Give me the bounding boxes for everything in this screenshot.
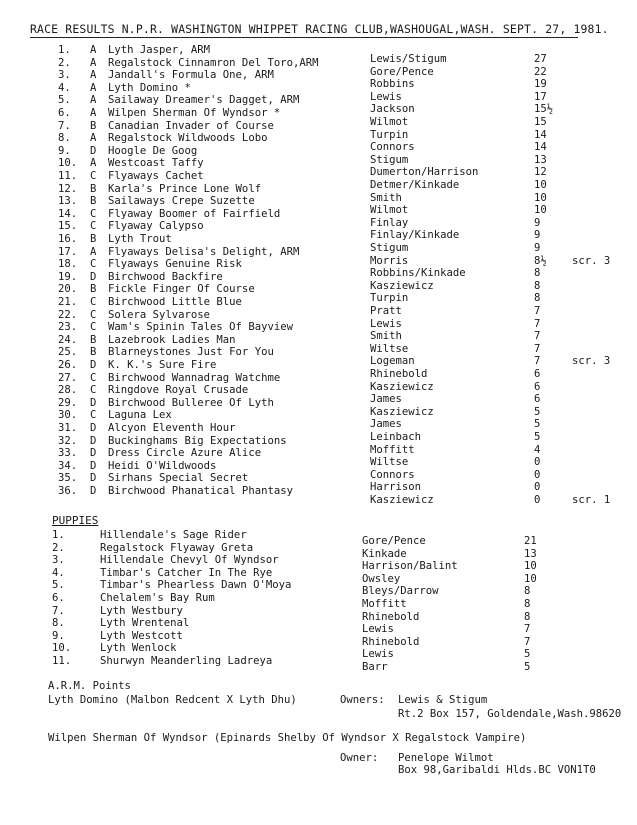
result-owner: James: [370, 418, 402, 431]
puppy-dog-name: Chelalem's Bay Rum: [100, 592, 215, 604]
result-grade: B: [90, 346, 97, 359]
puppy-place: 7.: [52, 604, 65, 617]
result-owner: Smith: [370, 191, 402, 204]
result-grade: C: [90, 384, 97, 397]
result-place: 36.: [58, 485, 78, 497]
result-place: 29.: [58, 396, 78, 409]
result-grade: C: [90, 220, 97, 233]
puppy-dog-name: Lyth Westcott: [100, 629, 183, 642]
result-points: 7: [534, 305, 541, 317]
result-points: 8½: [534, 254, 547, 267]
result-dog-name: Canadian Invader of Course: [108, 119, 274, 132]
puppies-title: PUPPIES: [52, 514, 99, 527]
result-grade: A: [90, 44, 97, 56]
puppy-points: 5: [524, 661, 531, 673]
result-dog-name: Dress Circle Azure Alice: [108, 447, 262, 460]
result-place: 15.: [58, 220, 78, 233]
result-scratch: scr. 1: [572, 494, 611, 506]
result-dog-name: Ringdove Royal Crusade: [108, 384, 249, 397]
result-grade: C: [90, 207, 97, 220]
puppy-owner: Harrison/Balint: [362, 560, 458, 573]
puppy-owner: Rhinebold: [362, 610, 420, 623]
result-dog-name: K. K.'s Sure Fire: [108, 359, 217, 371]
result-owner: Robbins: [370, 78, 415, 91]
result-owner: Dumerton/Harrison: [370, 166, 479, 179]
puppy-place: 5.: [52, 579, 65, 592]
puppy-place: 2.: [52, 541, 65, 554]
result-points: 10: [534, 191, 547, 204]
result-points: 5: [534, 418, 541, 431]
result-points: 0: [534, 468, 541, 481]
result-points: 5: [534, 431, 541, 443]
result-grade: A: [90, 56, 97, 69]
puppy-points: 10: [524, 560, 537, 573]
result-place: 28.: [58, 384, 78, 397]
result-dog-name: Lyth Trout: [108, 233, 172, 245]
result-owner: Finlay/Kinkade: [370, 229, 460, 242]
result-grade: A: [90, 157, 97, 170]
result-owner: Logeman: [370, 355, 415, 368]
result-place: 35.: [58, 472, 78, 485]
result-grade: B: [90, 283, 97, 296]
owners-address: Rt.2 Box 157, Goldendale,Wash.98620: [398, 708, 622, 720]
result-place: 22.: [58, 308, 78, 321]
result-points: 9: [534, 229, 541, 242]
result-place: 27.: [58, 371, 78, 384]
puppy-owner: Barr: [362, 661, 388, 673]
result-grade: D: [90, 144, 97, 157]
result-points: 6: [534, 380, 541, 393]
result-points: 12: [534, 166, 547, 179]
result-owner: Connors: [370, 468, 415, 481]
result-grade: D: [90, 270, 97, 283]
puppy-points: 5: [524, 648, 531, 661]
result-points: 15: [534, 116, 547, 128]
result-grade: C: [90, 170, 97, 182]
result-owner: Stigum: [370, 242, 409, 254]
arm-points-title: A.R.M. Points: [48, 680, 131, 692]
result-grade: C: [90, 321, 97, 334]
result-owner: Kasziewicz: [370, 405, 434, 418]
result-owner: Morris: [370, 254, 409, 267]
result-owner: Turpin: [370, 292, 409, 305]
puppy-place: 8.: [52, 617, 65, 630]
result-points: 4: [534, 443, 541, 456]
result-place: 33.: [58, 447, 78, 460]
result-owner: James: [370, 393, 402, 406]
result-place: 5.: [58, 94, 71, 107]
result-grade: A: [90, 69, 97, 82]
result-place: 11.: [58, 170, 78, 182]
puppy-owner: Lewis: [362, 623, 394, 636]
puppy-dog-name: Hillendale Chevyl Of Wyndsor: [100, 554, 279, 567]
result-points: 27: [534, 53, 547, 65]
result-dog-name: Flyaway Boomer of Fairfield: [108, 207, 281, 220]
puppy-place: 9.: [52, 629, 65, 642]
puppy-owner: Kinkade: [362, 547, 407, 560]
result-scratch: scr. 3: [572, 355, 611, 368]
result-owner: Pratt: [370, 305, 402, 317]
owner-name: Penelope Wilmot: [398, 752, 494, 764]
result-place: 7.: [58, 119, 71, 132]
puppy-dog-name: Hillendale's Sage Rider: [100, 529, 247, 541]
result-grade: C: [90, 308, 97, 321]
result-dog-name: Birchwood Phanatical Phantasy: [108, 485, 293, 497]
result-grade: B: [90, 333, 97, 346]
puppy-place: 3.: [52, 554, 65, 567]
result-grade: A: [90, 94, 97, 107]
result-points: 14: [534, 141, 547, 154]
result-points: 15½: [534, 103, 554, 116]
result-owner: Turpin: [370, 128, 409, 141]
result-place: 10.: [58, 157, 78, 170]
result-owner: Lewis/Stigum: [370, 53, 447, 65]
result-owner: Kasziewicz: [370, 279, 434, 292]
puppy-points: 8: [524, 598, 531, 610]
result-dog-name: Solera Sylvarose: [108, 308, 211, 321]
puppy-dog-name: Timbar's Phearless Dawn O'Moya: [100, 579, 292, 592]
domino-pedigree: Lyth Domino (Malbon Redcent X Lyth Dhu): [48, 694, 297, 706]
result-points: 9: [534, 216, 541, 229]
result-dog-name: Laguna Lex: [108, 409, 172, 422]
result-points: 9: [534, 242, 541, 254]
result-dog-name: Flyaway Calypso: [108, 220, 204, 233]
result-points: 6: [534, 393, 541, 406]
owner-label: Owner:: [340, 752, 379, 764]
result-dog-name: Karla's Prince Lone Wolf: [108, 182, 262, 195]
result-place: 34.: [58, 459, 78, 472]
result-dog-name: Regalstock Cinnamron Del Toro,ARM: [108, 56, 319, 69]
result-dog-name: Lyth Jasper, ARM: [108, 44, 211, 56]
result-points: 7: [534, 355, 541, 368]
owner-address: Box 98,Garibaldi Hlds.BC VON1T0: [398, 764, 596, 776]
result-place: 24.: [58, 333, 78, 346]
result-owner: Stigum: [370, 153, 409, 166]
result-points: 10: [534, 204, 547, 217]
title-underline: [30, 37, 578, 38]
result-grade: D: [90, 434, 97, 447]
result-points: 13: [534, 153, 547, 166]
result-owner: Jackson: [370, 103, 415, 116]
result-grade: D: [90, 485, 97, 497]
puppy-dog-name: Regalstock Flyaway Greta: [100, 541, 254, 554]
result-grade: D: [90, 396, 97, 409]
result-owner: Lewis: [370, 317, 402, 330]
result-grade: D: [90, 422, 97, 434]
result-place: 31.: [58, 422, 78, 434]
result-dog-name: Regalstock Wildwoods Lobo: [108, 132, 268, 145]
result-owner: Lewis: [370, 90, 402, 103]
puppy-place: 4.: [52, 566, 65, 579]
owners-names: Lewis & Stigum: [398, 694, 488, 706]
result-dog-name: Fickle Finger Of Course: [108, 283, 255, 296]
owners-label: Owners:: [340, 694, 385, 706]
result-grade: A: [90, 81, 97, 94]
result-dog-name: Flyaways Delisa's Delight, ARM: [108, 245, 300, 258]
result-dog-name: Sirhans Special Secret: [108, 472, 249, 485]
puppy-points: 7: [524, 635, 531, 648]
result-points: 7: [534, 330, 541, 343]
result-place: 25.: [58, 346, 78, 359]
result-points: 19: [534, 78, 547, 91]
result-points: 5: [534, 405, 541, 418]
puppy-points: 13: [524, 547, 537, 560]
result-dog-name: Westcoast Taffy: [108, 157, 204, 170]
result-points: 0: [534, 494, 541, 506]
puppy-owner: Gore/Pence: [362, 535, 426, 547]
result-owner: Smith: [370, 330, 402, 343]
puppy-place: 1.: [52, 529, 65, 541]
puppy-points: 8: [524, 610, 531, 623]
result-owner: Rhinebold: [370, 368, 428, 380]
result-dog-name: Lyth Domino *: [108, 81, 191, 94]
result-grade: D: [90, 359, 97, 371]
puppy-points: 8: [524, 585, 531, 598]
result-dog-name: Flyaways Cachet: [108, 170, 204, 182]
result-owner: Wiltse: [370, 342, 409, 355]
result-owner: Detmer/Kinkade: [370, 179, 460, 191]
result-grade: B: [90, 233, 97, 245]
result-owner: Connors: [370, 141, 415, 154]
puppy-dog-name: Lyth Wenlock: [100, 642, 177, 655]
result-place: 16.: [58, 233, 78, 245]
puppy-dog-name: Shurwyn Meanderling Ladreya: [100, 655, 273, 667]
result-place: 6.: [58, 107, 71, 119]
result-owner: Kasziewicz: [370, 494, 434, 506]
puppy-dog-name: Lyth Wrentenal: [100, 617, 190, 630]
result-place: 18.: [58, 258, 78, 271]
result-place: 26.: [58, 359, 78, 371]
result-grade: C: [90, 409, 97, 422]
result-grade: D: [90, 472, 97, 485]
result-points: 7: [534, 342, 541, 355]
result-place: 8.: [58, 132, 71, 145]
result-grade: D: [90, 447, 97, 460]
puppy-dog-name: Timbar's Catcher In The Rye: [100, 566, 273, 579]
result-grade: C: [90, 296, 97, 308]
result-place: 9.: [58, 144, 71, 157]
puppy-points: 7: [524, 623, 531, 636]
puppy-owner: Rhinebold: [362, 635, 420, 648]
result-grade: A: [90, 107, 97, 119]
puppy-points: 10: [524, 572, 537, 585]
puppy-points: 21: [524, 535, 537, 547]
puppy-place: 11.: [52, 655, 72, 667]
puppy-dog-name: Lyth Westbury: [100, 604, 183, 617]
result-dog-name: Wilpen Sherman Of Wyndsor *: [108, 107, 281, 119]
result-grade: B: [90, 119, 97, 132]
result-place: 32.: [58, 434, 78, 447]
result-dog-name: Birchwood Little Blue: [108, 296, 242, 308]
result-owner: Robbins/Kinkade: [370, 267, 466, 280]
result-points: 6: [534, 368, 541, 380]
result-dog-name: Buckinghams Big Expectations: [108, 434, 287, 447]
result-grade: A: [90, 132, 97, 145]
result-owner: Gore/Pence: [370, 65, 434, 78]
result-grade: C: [90, 258, 97, 271]
result-place: 13.: [58, 195, 78, 208]
result-owner: Moffitt: [370, 443, 415, 456]
result-dog-name: Birchwood Bulleree Of Lyth: [108, 396, 274, 409]
result-place: 3.: [58, 69, 71, 82]
result-dog-name: Alcyon Eleventh Hour: [108, 422, 236, 434]
result-dog-name: Birchwood Wannadrag Watchme: [108, 371, 281, 384]
puppy-place: 6.: [52, 592, 65, 604]
result-dog-name: Jandall's Formula One, ARM: [108, 69, 274, 82]
result-dog-name: Heidi O'Wildwoods: [108, 459, 217, 472]
result-place: 12.: [58, 182, 78, 195]
result-place: 14.: [58, 207, 78, 220]
result-dog-name: Blarneystones Just For You: [108, 346, 274, 359]
result-points: 8: [534, 292, 541, 305]
result-place: 21.: [58, 296, 78, 308]
result-points: 8: [534, 267, 541, 280]
puppy-place: 10.: [52, 642, 72, 655]
result-place: 17.: [58, 245, 78, 258]
result-place: 23.: [58, 321, 78, 334]
result-place: 1.: [58, 44, 71, 56]
result-place: 19.: [58, 270, 78, 283]
result-dog-name: Hoogle De Goog: [108, 144, 198, 157]
result-dog-name: Birchwood Backfire: [108, 270, 223, 283]
result-dog-name: Wam's Spinin Tales Of Bayview: [108, 321, 293, 334]
result-grade: A: [90, 245, 97, 258]
result-scratch: scr. 3: [572, 254, 611, 267]
result-grade: C: [90, 371, 97, 384]
page-title: RACE RESULTS N.P.R. WASHINGTON WHIPPET RACING CLUB,WASHOUGAL,WASH. SEPT. 27, 1981.: [30, 22, 609, 36]
result-dog-name: Sailaway Dreamer's Dagget, ARM: [108, 94, 300, 107]
result-grade: B: [90, 195, 97, 208]
result-place: 4.: [58, 81, 71, 94]
result-points: 10: [534, 179, 547, 191]
result-owner: Wilmot: [370, 116, 409, 128]
puppy-owner: Lewis: [362, 648, 394, 661]
result-grade: B: [90, 182, 97, 195]
result-place: 2.: [58, 56, 71, 69]
result-points: 7: [534, 317, 541, 330]
wilpen-pedigree: Wilpen Sherman Of Wyndsor (Epinards Shelby Of Wyndsor X Regalstock Vampire): [48, 732, 527, 744]
result-owner: Wiltse: [370, 456, 409, 469]
result-owner: Kasziewicz: [370, 380, 434, 393]
result-points: 17: [534, 90, 547, 103]
puppy-owner: Owsley: [362, 572, 401, 585]
result-points: 14: [534, 128, 547, 141]
result-dog-name: Sailaways Crepe Suzette: [108, 195, 255, 208]
result-owner: Leinbach: [370, 431, 422, 443]
result-points: 0: [534, 456, 541, 469]
result-points: 8: [534, 279, 541, 292]
result-points: 0: [534, 481, 541, 494]
result-points: 22: [534, 65, 547, 78]
result-place: 30.: [58, 409, 78, 422]
result-dog-name: Lazebrook Ladies Man: [108, 333, 236, 346]
result-place: 20.: [58, 283, 78, 296]
result-dog-name: Flyaways Genuine Risk: [108, 258, 242, 271]
result-grade: D: [90, 459, 97, 472]
puppy-owner: Bleys/Darrow: [362, 585, 439, 598]
result-owner: Finlay: [370, 216, 409, 229]
puppy-owner: Moffitt: [362, 598, 407, 610]
result-owner: Wilmot: [370, 204, 409, 217]
result-owner: Harrison: [370, 481, 422, 494]
